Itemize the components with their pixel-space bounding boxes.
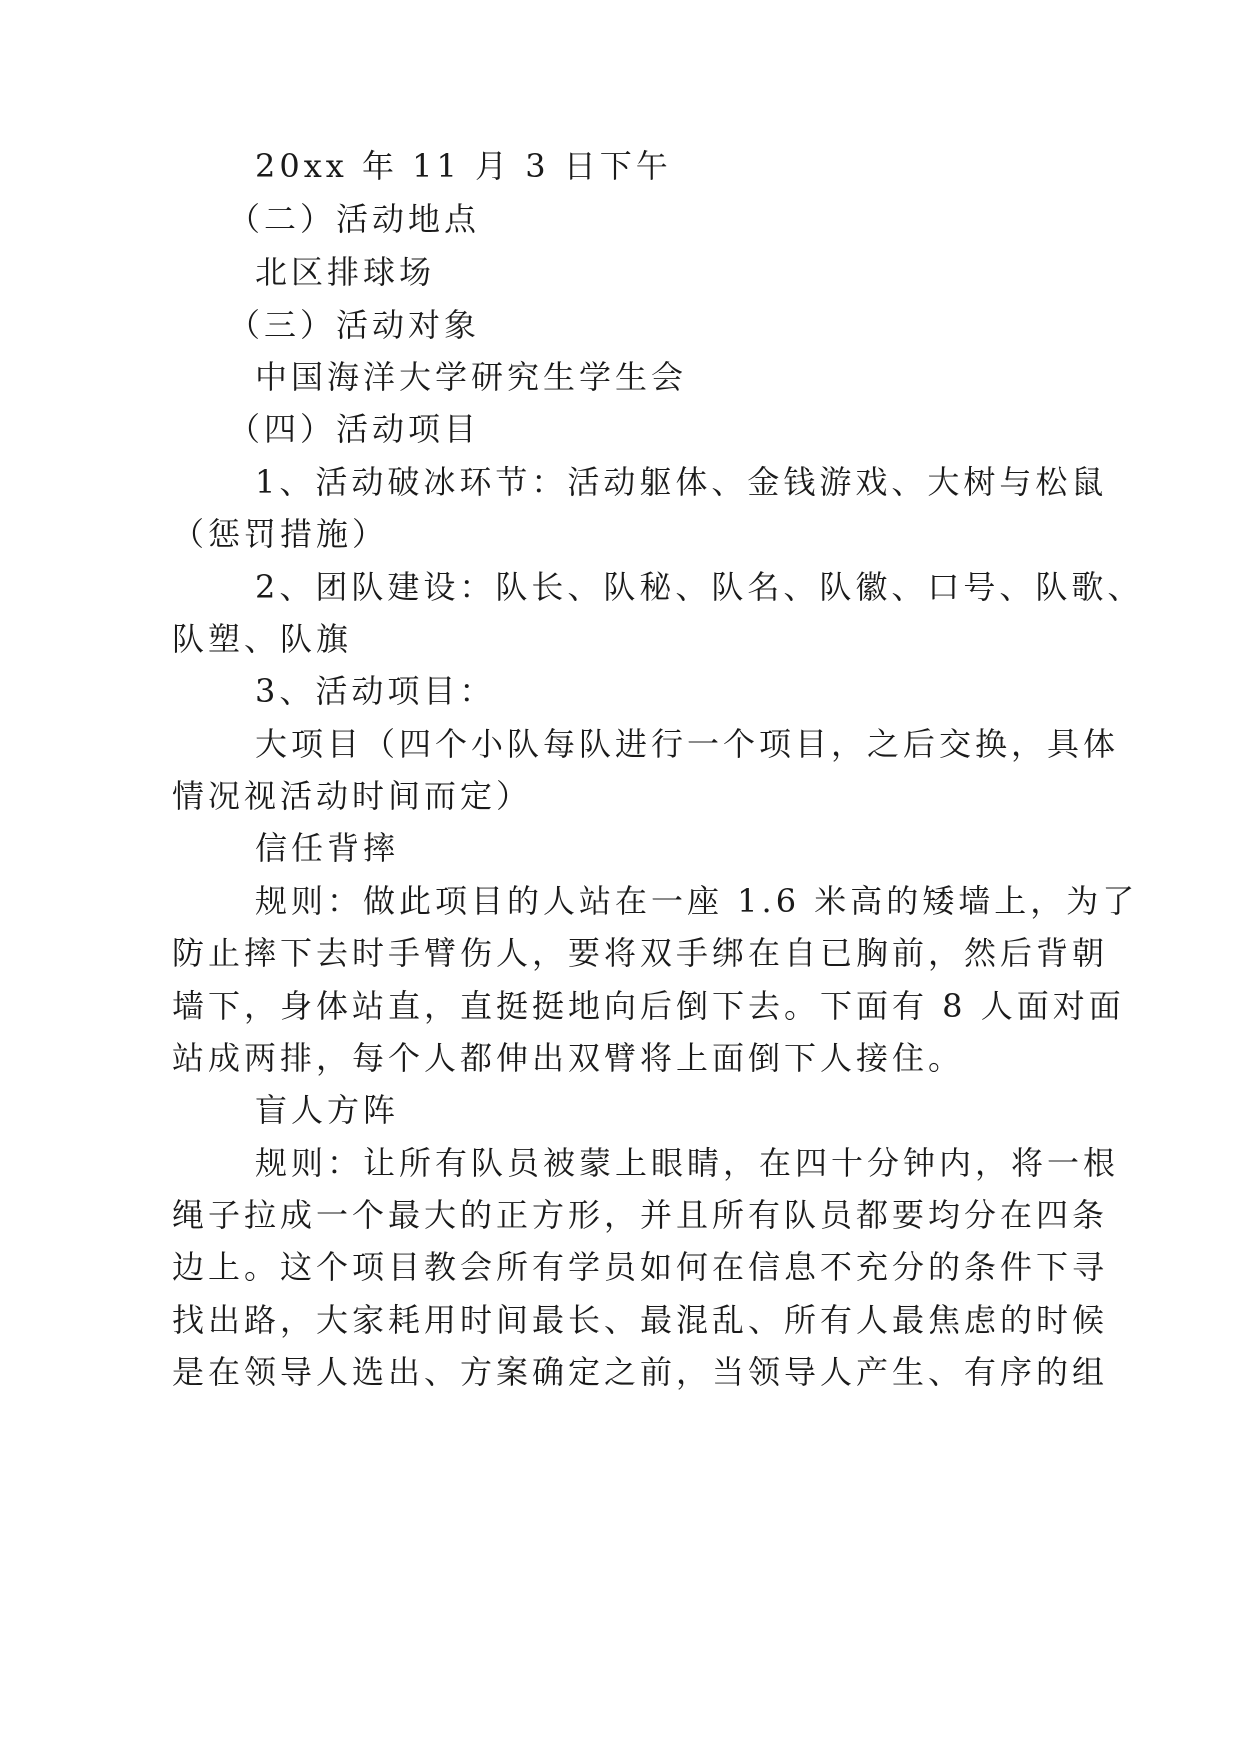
blind-square-title: 盲人方阵 (255, 1091, 400, 1129)
trust-fall-rule-line-2: 防止摔下去时手臂伤人，要将双手绑在自已胸前，然后背朝 (172, 934, 1109, 972)
trust-fall-rule-line-1: 规则：做此项目的人站在一座 1.6 米高的矮墙上，为了 (255, 882, 1139, 920)
section-heading-audience: （三）活动对象 (228, 306, 481, 344)
blind-square-rule-line-5: 是在领导人选出、方案确定之前，当领导人产生、有序的组 (172, 1353, 1109, 1391)
trust-fall-rule-line-3: 墙下，身体站直，直挺挺地向后倒下去。下面有 8 人面对面 (172, 987, 1125, 1025)
item-1-line-1: 1、活动破冰环节：活动躯体、金钱游戏、大树与松鼠 (255, 463, 1108, 501)
item-1-line-2: （惩罚措施） (172, 515, 389, 553)
location-text: 北区排球场 (255, 253, 436, 291)
trust-fall-title: 信任背摔 (255, 829, 400, 867)
blind-square-rule-line-3: 边上。这个项目教会所有学员如何在信息不充分的条件下寻 (172, 1248, 1109, 1286)
section-heading-location: （二）活动地点 (228, 200, 481, 238)
big-project-line-2: 情况视活动时间而定） (172, 777, 533, 815)
trust-fall-rule-line-4: 站成两排，每个人都伸出双臂将上面倒下人接住。 (172, 1039, 965, 1077)
date-line: 20xx 年 11 月 3 日下午 (255, 147, 672, 185)
item-3-heading: 3、活动项目： (255, 672, 496, 710)
blind-square-rule-line-1: 规则：让所有队员被蒙上眼睛，在四十分钟内，将一根 (255, 1144, 1120, 1182)
blind-square-rule-line-2: 绳子拉成一个最大的正方形，并且所有队员都要均分在四条 (172, 1196, 1109, 1234)
item-2-line-1: 2、团队建设：队长、队秘、队名、队徽、口号、队歌、 (255, 568, 1144, 606)
blind-square-rule-line-4: 找出路，大家耗用时间最长、最混乱、所有人最焦虑的时候 (172, 1301, 1109, 1339)
big-project-line-1: 大项目（四个小队每队进行一个项目，之后交换，具体 (255, 725, 1120, 763)
section-heading-items: （四）活动项目 (228, 410, 481, 448)
item-2-line-2: 队塑、队旗 (172, 620, 353, 658)
audience-text: 中国海洋大学研究生学生会 (255, 358, 688, 396)
